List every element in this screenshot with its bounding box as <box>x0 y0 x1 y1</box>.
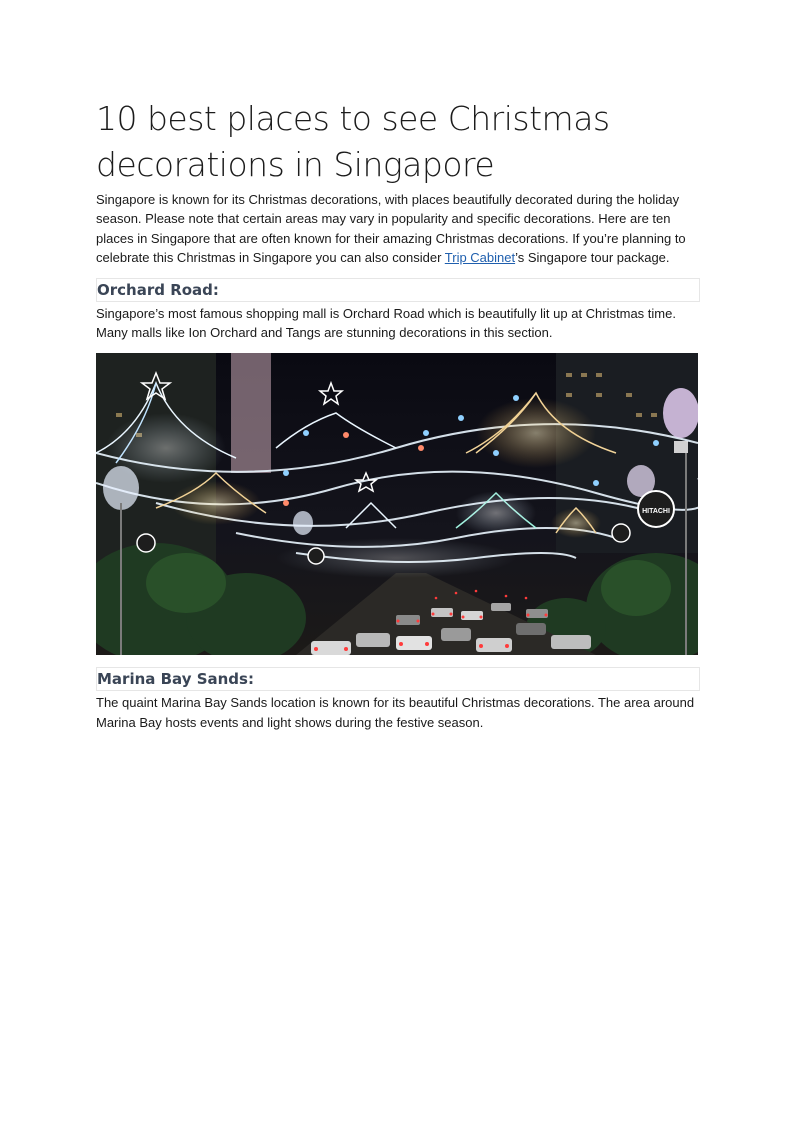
section-heading-orchard-road: Orchard Road: <box>97 280 219 299</box>
section-text-orchard-road: Singapore’s most famous shopping mall is Orchard Road which is beautifully lit up at Christmas time. Many malls like Ion Orchard and Tangs are stunning decorations in this section. <box>96 305 676 341</box>
hitachi-sign-text: HITACHI <box>642 508 670 516</box>
section-heading-marina-bay-sands: Marina Bay Sands: <box>97 670 254 689</box>
section-heading-box-orchard <box>96 278 700 302</box>
orchard-road-christmas-lights-photo <box>96 353 698 655</box>
section-text-marina-bay-sands: The quaint Marina Bay Sands location is known for its beautiful Christmas decorations. The area around Marina Bay hosts events and light shows during the festive season. <box>96 695 695 730</box>
title-line-2: decorations in Singapore <box>96 145 495 184</box>
intro-text: Singapore is known for its Christmas decorations, with places beautifully decorated during the holiday season. Please note that certain areas may vary in popularity and specific decorations. Here are ten places in Singapore that are often known for their amazing Christmas decorations. If you’re planning to celebrate this Christmas in Singapore you can also consider <box>96 192 686 266</box>
trip-cabinet-link[interactable]: Trip Cabinet <box>444 250 516 266</box>
title-line-1: 10 best places to see Christmas <box>96 99 610 138</box>
intro-text-end: ’s Singapore tour package. <box>515 250 670 266</box>
section-heading-box-marina <box>96 667 700 691</box>
page-title <box>96 96 700 188</box>
intro-paragraph <box>96 190 700 268</box>
document-page <box>96 96 700 732</box>
